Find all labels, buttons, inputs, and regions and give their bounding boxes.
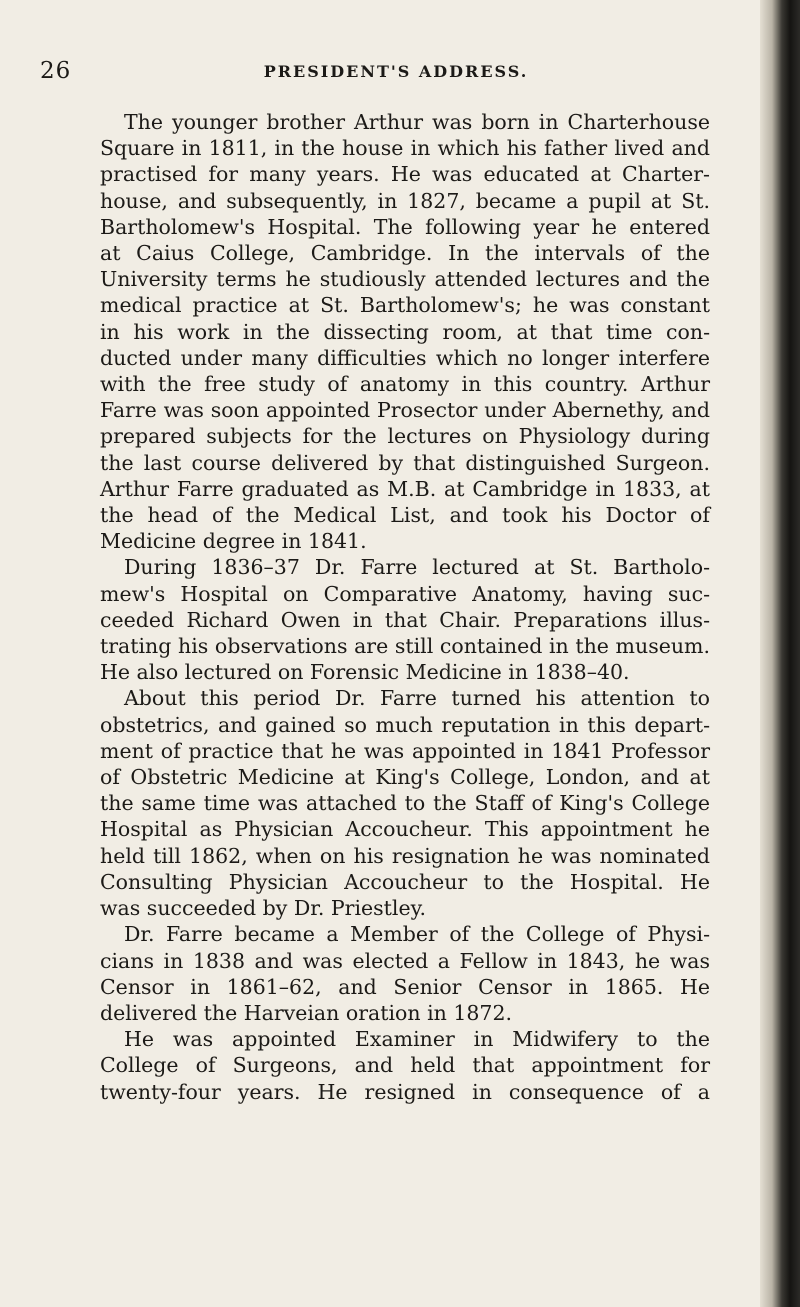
text-line: Dr. Farre became a Member of the College of Physi- [124, 922, 710, 947]
text-line: with the free study of anatomy in this country. Arthur [100, 372, 710, 397]
text-line: in his work in the dissecting room, at that time con- [100, 319, 710, 344]
text-line: About this period Dr. Farre turned his attention to [124, 686, 710, 711]
text-line: The younger brother Arthur was born in Charterhouse [124, 110, 710, 134]
text-line: house, and subsequently, in 1827, became a pupil at St. [100, 188, 710, 213]
text-line: Hospital as Physician Accoucheur. This appointment he [100, 817, 710, 842]
text-line: Censor in 1861–62, and Senior Censor in 1865. He [100, 974, 710, 999]
text-line: He also lectured on Forensic Medicine in 1838–40. [100, 660, 630, 685]
text-line: College of Surgeons, and held that appointment for [100, 1053, 710, 1078]
running-head: PRESIDENT'S ADDRESS. [263, 62, 529, 81]
text-line: held till 1862, when on his resignation he was nominated [100, 843, 710, 868]
text-line: Farre was soon appointed Prosector under Abernethy, and [100, 398, 710, 423]
text-line: trating his observations are still contained in the museum. [100, 634, 710, 659]
text-line: During 1836–37 Dr. Farre lectured at St. Bartholo- [124, 555, 710, 580]
text-line: Arthur Farre graduated as M.B. at Cambridge in 1833, at [100, 476, 710, 501]
text-line: Bartholomew's Hospital. The following year he entered [100, 214, 710, 239]
text-line: ceeded Richard Owen in that Chair. Preparations illus- [100, 607, 710, 632]
binding-shadow [760, 0, 800, 1307]
text-line: was succeeded by Dr. Priestley. [100, 896, 426, 921]
page-header [40, 58, 752, 88]
text-line: medical practice at St. Bartholomew's; he was constant [100, 293, 710, 318]
text-line: mew's Hospital on Comparative Anatomy, having suc- [100, 581, 710, 606]
page-number: 26 [40, 58, 72, 84]
text-line: Square in 1811, in the house in which his father lived and [100, 136, 710, 161]
text-line: at Caius College, Cambridge. In the intervals of the [100, 241, 710, 266]
text-line: obstetrics, and gained so much reputation in this depart- [100, 712, 710, 737]
text-line: the last course delivered by that distinguished Surgeon. [100, 450, 710, 475]
text-line: twenty-four years. He resigned in consequence of a [100, 1079, 710, 1104]
text-line: He was appointed Examiner in Midwifery to the [124, 1027, 710, 1052]
body-text [100, 109, 710, 1105]
text-line: Consulting Physician Accoucheur to the Hospital. He [100, 869, 710, 894]
text-line: practised for many years. He was educated at Charter- [100, 162, 710, 187]
text-line: ducted under many difficulties which no longer interfere [100, 345, 710, 370]
text-line: delivered the Harveian oration in 1872. [100, 1000, 513, 1025]
text-line: prepared subjects for the lectures on Physiology during [100, 424, 710, 449]
text-line: the head of the Medical List, and took his Doctor of [100, 503, 710, 528]
text-line: of Obstetric Medicine at King's College, London, and at [100, 765, 710, 790]
text-line: ment of practice that he was appointed in 1841 Professor [100, 738, 710, 763]
text-line: the same time was attached to the Staff of King's College [100, 791, 710, 816]
text-line: University terms he studiously attended lectures and the [100, 267, 710, 292]
text-line: Medicine degree in 1841. [100, 529, 367, 554]
text-line: cians in 1838 and was elected a Fellow in 1843, he was [100, 948, 710, 973]
